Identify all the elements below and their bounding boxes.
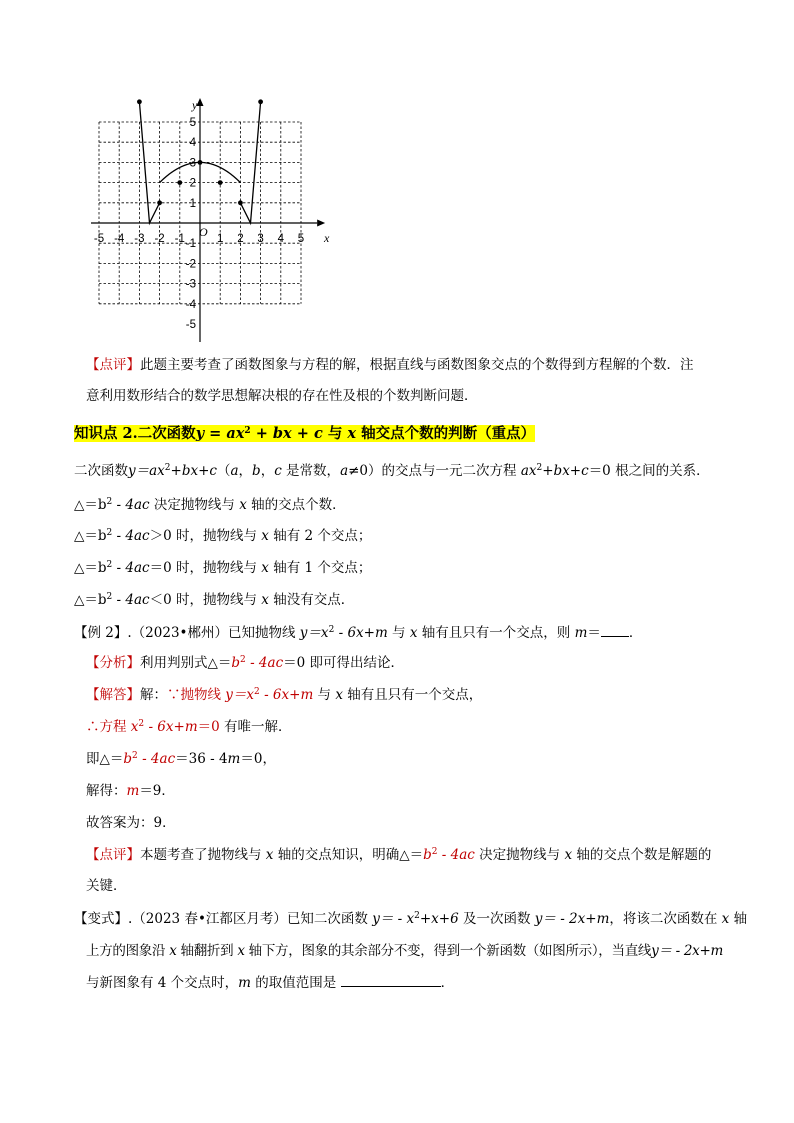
- variant-line-3: 与新图象有 4 个交点时，m 的取值范围是 ．: [86, 972, 454, 993]
- rule-positive: $\triangle=b^2 - 4ac>0$ 时，抛物线与 x 轴有 2 个交点；: [74, 528, 372, 544]
- y-axis-arrow: [197, 98, 204, 106]
- x-tick-label: -1: [174, 233, 185, 245]
- y-tick-label: -3: [185, 278, 196, 291]
- x-axis-label: x: [324, 231, 330, 245]
- intro-line: 二次函数$y=ax^2+bx+c(a$，b，c 是常数，a≠0）的交点与一元二次方程 $ax^2+bx+c=0$ 根之间的关系．: [74, 463, 710, 479]
- x-tick-label: 1: [216, 233, 224, 245]
- graph-point: [198, 160, 203, 165]
- x-tick-label: -3: [134, 233, 145, 245]
- x-axis-arrow: [317, 220, 325, 227]
- y-tick-label: 4: [189, 137, 196, 150]
- y-tick-label: -5: [185, 319, 196, 331]
- y-tick-label: -2: [185, 258, 196, 271]
- review-text: 此题主要考查了函数图象与方程的解，根据直线与函数图象交点的个数得到方程解的个数．注: [140, 357, 694, 373]
- x-tick-label: -5: [93, 233, 105, 245]
- x-tick-label: 4: [277, 233, 285, 245]
- review-1-line-1: [86, 355, 694, 375]
- x-tick-label: -4: [114, 233, 125, 245]
- graph-point: [238, 200, 243, 205]
- answer-step-4: 故答案为：9．: [86, 815, 176, 831]
- graph-point: [258, 99, 263, 104]
- rule-discriminant: $\triangle=b^2 - 4ac$ 决定抛物线与 x 轴的交点个数．: [74, 497, 346, 513]
- review-tag: 【点评】: [86, 357, 140, 373]
- origin-label: O: [199, 225, 208, 239]
- review-2-line-2: 关键．: [86, 878, 127, 894]
- y-tick-label: -4: [185, 298, 196, 311]
- variant-answer-blank[interactable]: [341, 972, 441, 987]
- y-tick-label: -1: [185, 238, 196, 251]
- y-tick-label: 2: [189, 177, 196, 190]
- rule-zero: $\triangle=b^2 - 4ac=0$ 时，抛物线与 x 轴有 1 个交点；: [74, 560, 372, 576]
- graph-point: [177, 180, 182, 185]
- review-1-line-2: 意利用数形结合的数学思想解决根的存在性及根的个数判断问题．: [86, 388, 478, 404]
- y-tick-label: 5: [189, 117, 196, 129]
- heading-highlight: 知识点 2.二次函数$y = ax^2$ + bx + c 与 x 轴交点个数的判断（重点）: [74, 425, 536, 442]
- answer-blank[interactable]: [601, 622, 629, 637]
- answer-step-3: 解得：m＝9．: [86, 783, 175, 799]
- answer-step-1: ∴方程 $x^2 - 6x+m=0$ 有唯一解．: [86, 719, 292, 735]
- y-tick-label: 3: [189, 157, 196, 170]
- variant-line-1: 【变式】.（2023 春•江都区月考）已知二次函数 $y= - x^2+x+6$ 及一次函数 y＝ - 2x+m，将该二次函数在 x 轴: [74, 911, 748, 927]
- x-tick-label: 3: [257, 233, 264, 245]
- graph-point: [218, 180, 223, 185]
- review-2-line-1: 【点评】本题考查了抛物线与 x 轴的交点知识，明确$\triangle=b^2 - 4ac$ 决定抛物线与 x 轴的交点个数是解题的: [86, 847, 712, 863]
- rule-negative: $\triangle=b^2 - 4ac<0$ 时，抛物线与 x 轴没有交点．: [74, 592, 355, 608]
- graph-tick-labels: [94, 117, 304, 331]
- knowledge-heading: [74, 424, 535, 444]
- answer-line: 【解答】解：∵抛物线 $y=x^2 - 6x+m$ 与 x 轴有且只有一个交点，: [86, 687, 483, 703]
- graph-axes: [91, 98, 325, 342]
- y-tick-label: 1: [189, 197, 196, 210]
- y-axis-label: y: [192, 98, 198, 112]
- graph-point: [137, 99, 142, 104]
- variant-line-2: 上方的图象沿 x 轴翻折到 x 轴下方，图象的其余部分不变，得到一个新函数（如图所示），当直线y＝ - 2x+m: [86, 943, 723, 959]
- x-tick-label: -2: [154, 233, 165, 245]
- answer-step-2: 即$\triangle=b^2 - 4ac=36 - 4m=0$，: [86, 751, 276, 767]
- function-graph: [88, 92, 338, 347]
- x-tick-label: 2: [237, 233, 244, 245]
- example-2: 【例 2】.（2023•郴州）已知抛物线 $y=x^2 - 6x+m$ 与 x 轴有且只有一个交点，则 m＝ ．: [74, 622, 642, 643]
- x-tick-label: 5: [297, 233, 305, 245]
- analysis-line: 【分析】利用判别式$\triangle=b^2 - 4ac=0$ 即可得出结论．: [86, 655, 405, 671]
- graph-point: [157, 200, 162, 205]
